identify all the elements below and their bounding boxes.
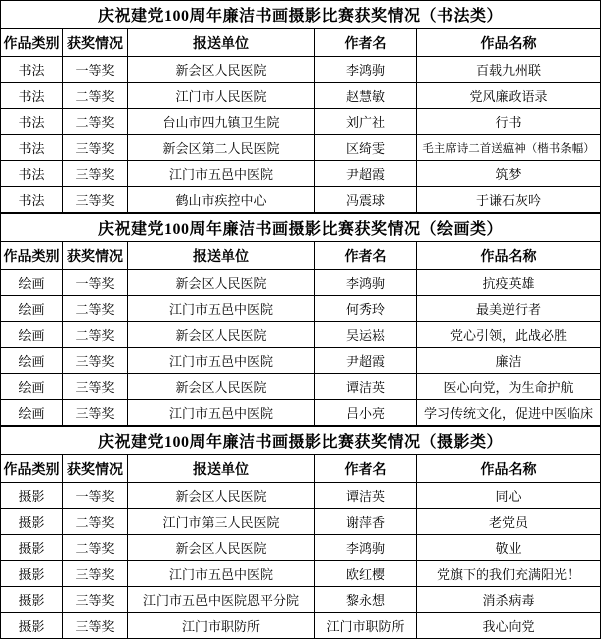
table-title-row <box>1 427 601 455</box>
cell-category: 摄影 <box>1 535 63 561</box>
cell-submitting-unit: 新会区人民医院 <box>128 483 315 509</box>
column-header: 作品名称 <box>417 29 601 57</box>
table-row <box>1 509 601 535</box>
table-row <box>1 161 601 187</box>
cell-category: 绘画 <box>1 270 63 296</box>
table-row <box>1 483 601 509</box>
cell-author-name: 欧红樱 <box>315 561 417 587</box>
cell-author-name: 江门市职防所 <box>315 613 417 639</box>
cell-category: 摄影 <box>1 509 63 535</box>
table-row <box>1 83 601 109</box>
cell-award-level: 二等奖 <box>63 83 128 109</box>
cell-award-level: 一等奖 <box>63 57 128 83</box>
table-row <box>1 613 601 639</box>
cell-category: 书法 <box>1 57 63 83</box>
cell-author-name: 李鸿驹 <box>315 535 417 561</box>
cell-award-level: 三等奖 <box>63 187 128 213</box>
cell-submitting-unit: 江门市五邑中医院 <box>128 161 315 187</box>
table-row <box>1 535 601 561</box>
cell-submitting-unit: 江门市职防所 <box>128 613 315 639</box>
cell-award-level: 三等奖 <box>63 374 128 400</box>
cell-submitting-unit: 新会区人民医院 <box>128 57 315 83</box>
table-row <box>1 109 601 135</box>
cell-award-level: 三等奖 <box>63 161 128 187</box>
column-header: 作者名 <box>315 29 417 57</box>
column-header: 作品类别 <box>1 455 63 483</box>
cell-work-title: 筑梦 <box>417 161 601 187</box>
cell-submitting-unit: 江门市五邑中医院 <box>128 400 315 426</box>
cell-work-title: 百载九州联 <box>417 57 601 83</box>
table-row <box>1 400 601 426</box>
award-table <box>0 213 601 426</box>
table-title-row <box>1 1 601 29</box>
cell-author-name: 黎永想 <box>315 587 417 613</box>
cell-author-name: 吕小亮 <box>315 400 417 426</box>
cell-submitting-unit: 新会区人民医院 <box>128 535 315 561</box>
cell-submitting-unit: 江门市五邑中医院 <box>128 561 315 587</box>
table-title: 庆祝建党100周年廉洁书画摄影比赛获奖情况（绘画类） <box>1 214 601 242</box>
cell-category: 书法 <box>1 83 63 109</box>
cell-award-level: 二等奖 <box>63 296 128 322</box>
table-row <box>1 322 601 348</box>
table-row <box>1 187 601 213</box>
cell-submitting-unit: 鹤山市疾控中心 <box>128 187 315 213</box>
column-header: 作者名 <box>315 455 417 483</box>
cell-submitting-unit: 新会区第二人民医院 <box>128 135 315 161</box>
cell-work-title: 党风廉政语录 <box>417 83 601 109</box>
table-header-row <box>1 29 601 57</box>
cell-submitting-unit: 江门市五邑中医院 <box>128 348 315 374</box>
cell-submitting-unit: 江门市人民医院 <box>128 83 315 109</box>
cell-author-name: 李鸿驹 <box>315 57 417 83</box>
column-header: 作品名称 <box>417 455 601 483</box>
cell-author-name: 谢萍香 <box>315 509 417 535</box>
table-title-row <box>1 214 601 242</box>
column-header: 报送单位 <box>128 455 315 483</box>
cell-work-title: 党旗下的我们充满阳光！ <box>417 561 601 587</box>
cell-category: 绘画 <box>1 400 63 426</box>
cell-category: 摄影 <box>1 587 63 613</box>
cell-author-name: 刘广社 <box>315 109 417 135</box>
cell-award-level: 三等奖 <box>63 613 128 639</box>
cell-award-level: 一等奖 <box>63 270 128 296</box>
cell-category: 书法 <box>1 187 63 213</box>
cell-author-name: 李鸿驹 <box>315 270 417 296</box>
column-header: 报送单位 <box>128 242 315 270</box>
table-title: 庆祝建党100周年廉洁书画摄影比赛获奖情况（摄影类） <box>1 427 601 455</box>
table-row <box>1 296 601 322</box>
column-header: 获奖情况 <box>63 242 128 270</box>
column-header: 获奖情况 <box>63 455 128 483</box>
cell-work-title: 敬业 <box>417 535 601 561</box>
table-header-row <box>1 242 601 270</box>
column-header: 报送单位 <box>128 29 315 57</box>
column-header: 作者名 <box>315 242 417 270</box>
cell-category: 绘画 <box>1 374 63 400</box>
cell-work-title: 老党员 <box>417 509 601 535</box>
table-row <box>1 587 601 613</box>
table-row <box>1 374 601 400</box>
column-header: 作品类别 <box>1 29 63 57</box>
column-header: 获奖情况 <box>63 29 128 57</box>
cell-author-name: 谭洁英 <box>315 483 417 509</box>
cell-category: 摄影 <box>1 483 63 509</box>
cell-work-title: 消杀病毒 <box>417 587 601 613</box>
cell-author-name: 冯震球 <box>315 187 417 213</box>
cell-author-name: 何秀玲 <box>315 296 417 322</box>
cell-work-title: 廉洁 <box>417 348 601 374</box>
cell-award-level: 三等奖 <box>63 561 128 587</box>
cell-work-title: 医心向党，为生命护航 <box>417 374 601 400</box>
cell-work-title: 毛主席诗二首送瘟神（楷书条幅） <box>417 135 601 161</box>
cell-award-level: 二等奖 <box>63 509 128 535</box>
cell-submitting-unit: 江门市五邑中医院恩平分院 <box>128 587 315 613</box>
cell-submitting-unit: 新会区人民医院 <box>128 374 315 400</box>
cell-category: 绘画 <box>1 348 63 374</box>
award-table <box>0 0 601 213</box>
cell-author-name: 区绮雯 <box>315 135 417 161</box>
cell-work-title: 党心引领，此战必胜 <box>417 322 601 348</box>
table-row <box>1 57 601 83</box>
cell-award-level: 三等奖 <box>63 348 128 374</box>
cell-work-title: 最美逆行者 <box>417 296 601 322</box>
cell-work-title: 学习传统文化，促进中医临床 <box>417 400 601 426</box>
cell-author-name: 谭洁英 <box>315 374 417 400</box>
cell-award-level: 二等奖 <box>63 109 128 135</box>
cell-category: 书法 <box>1 109 63 135</box>
cell-award-level: 三等奖 <box>63 400 128 426</box>
cell-category: 书法 <box>1 135 63 161</box>
cell-award-level: 三等奖 <box>63 135 128 161</box>
table-row <box>1 561 601 587</box>
cell-work-title: 同心 <box>417 483 601 509</box>
cell-author-name: 赵慧敏 <box>315 83 417 109</box>
award-table <box>0 426 601 639</box>
cell-award-level: 三等奖 <box>63 587 128 613</box>
table-title: 庆祝建党100周年廉洁书画摄影比赛获奖情况（书法类） <box>1 1 601 29</box>
table-row <box>1 135 601 161</box>
cell-work-title: 我心向党 <box>417 613 601 639</box>
cell-award-level: 一等奖 <box>63 483 128 509</box>
cell-category: 摄影 <box>1 561 63 587</box>
cell-work-title: 于谦石灰吟 <box>417 187 601 213</box>
cell-category: 绘画 <box>1 296 63 322</box>
cell-submitting-unit: 新会区人民医院 <box>128 270 315 296</box>
cell-author-name: 吴运崧 <box>315 322 417 348</box>
table-row <box>1 270 601 296</box>
cell-category: 摄影 <box>1 613 63 639</box>
column-header: 作品名称 <box>417 242 601 270</box>
cell-work-title: 行书 <box>417 109 601 135</box>
cell-category: 书法 <box>1 161 63 187</box>
column-header: 作品类别 <box>1 242 63 270</box>
cell-author-name: 尹超霞 <box>315 348 417 374</box>
table-row <box>1 348 601 374</box>
cell-award-level: 二等奖 <box>63 535 128 561</box>
cell-submitting-unit: 江门市第三人民医院 <box>128 509 315 535</box>
cell-award-level: 二等奖 <box>63 322 128 348</box>
table-header-row <box>1 455 601 483</box>
cell-submitting-unit: 台山市四九镇卫生院 <box>128 109 315 135</box>
cell-category: 绘画 <box>1 322 63 348</box>
cell-work-title: 抗疫英雄 <box>417 270 601 296</box>
cell-author-name: 尹超霞 <box>315 161 417 187</box>
cell-submitting-unit: 新会区人民医院 <box>128 322 315 348</box>
cell-submitting-unit: 江门市五邑中医院 <box>128 296 315 322</box>
